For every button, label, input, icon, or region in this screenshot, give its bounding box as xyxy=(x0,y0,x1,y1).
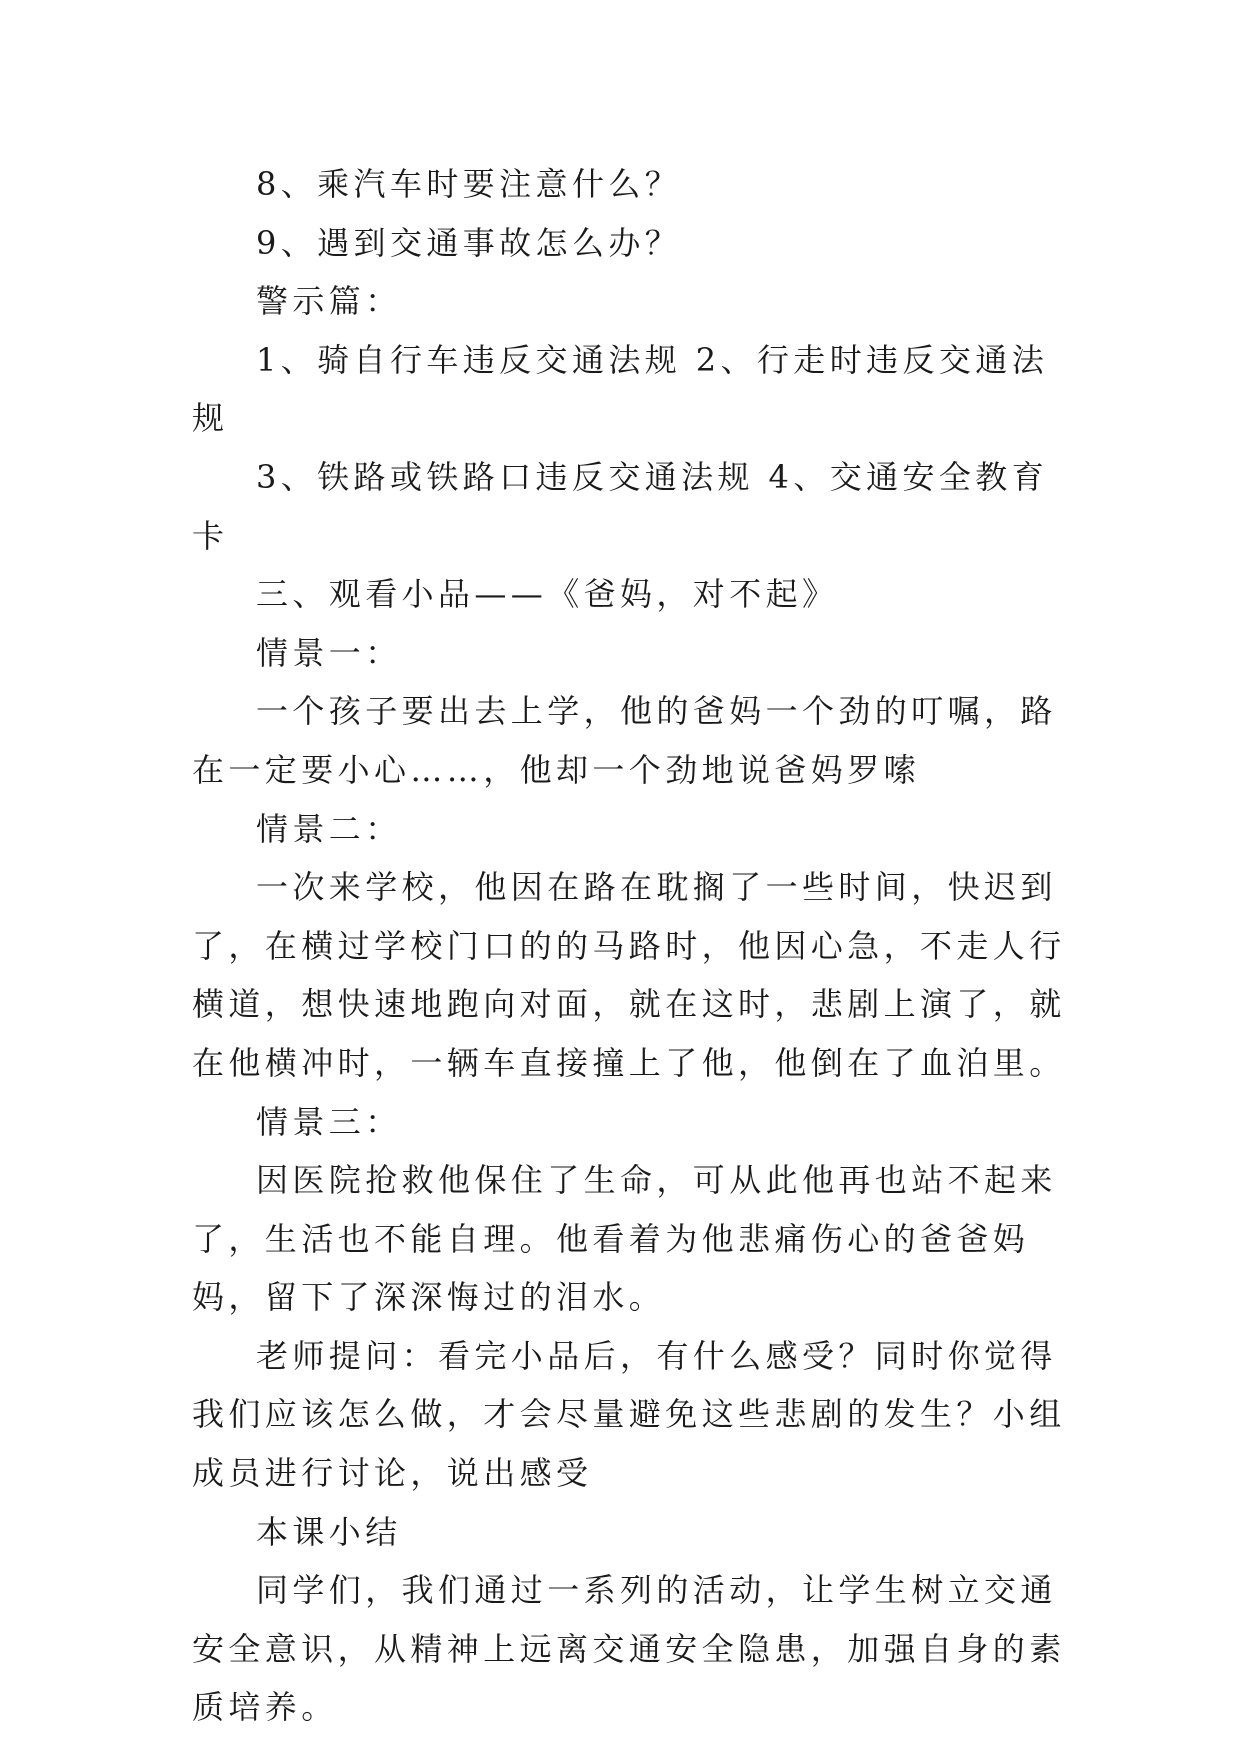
scene-2-text: 一次来学校，他因在路在耽搁了一些时间，快迟到了，在横过学校门口的的马路时，他因心急，不走人行横道，想快速地跑向对面，就在这时，悲剧上演了，就在他横冲时，一辆车直接撞上了他，他倒在了血泊里。 xyxy=(192,868,1066,1082)
warning-items-1-2: 1、骑自行车违反交通法规 2、行走时违反交通法规 xyxy=(192,340,1049,438)
scene-1-text: 一个孩子要出去上学，他的爸妈一个劲的叮嘱，路在一定要小心……，他却一个劲地说爸妈罗嗦 xyxy=(192,692,1057,789)
teacher-question: 老师提问：看完小品后，有什么感受？同时你觉得我们应该怎么做，才会尽量避免这些悲剧的发生？小组成员进行讨论，说出感受 xyxy=(192,1336,1066,1493)
scene-3-text: 因医院抢救他保住了生命，可从此他再也站不起来了，生活也不能自理。他看着为他悲痛伤心的爸爸妈妈，留下了深深悔过的泪水。 xyxy=(192,1161,1057,1317)
section-warning-heading: 警示篇： xyxy=(256,282,402,321)
scene-1-heading: 情景一： xyxy=(256,633,402,672)
question-9: 9、遇到交通事故怎么办？ xyxy=(256,223,682,262)
section-skit-heading: 三、观看小品——《爸妈，对不起》 xyxy=(256,575,839,614)
question-8: 8、乘汽车时要注意什么？ xyxy=(256,165,682,203)
scene-3-heading: 情景三： xyxy=(256,1102,402,1141)
scene-2-heading: 情景二： xyxy=(256,809,402,848)
warning-items-3-4: 3、铁路或铁路口违反交通法规 4、交通安全教育卡 xyxy=(192,457,1049,555)
lesson-summary-text: 同学们，我们通过一系列的活动，让学生树立交通安全意识，从精神上远离交通安全隐患，加强自身的素质培养。 xyxy=(192,1571,1066,1727)
lesson-summary-heading: 本课小结 xyxy=(256,1512,402,1551)
document-body xyxy=(192,155,1072,1737)
